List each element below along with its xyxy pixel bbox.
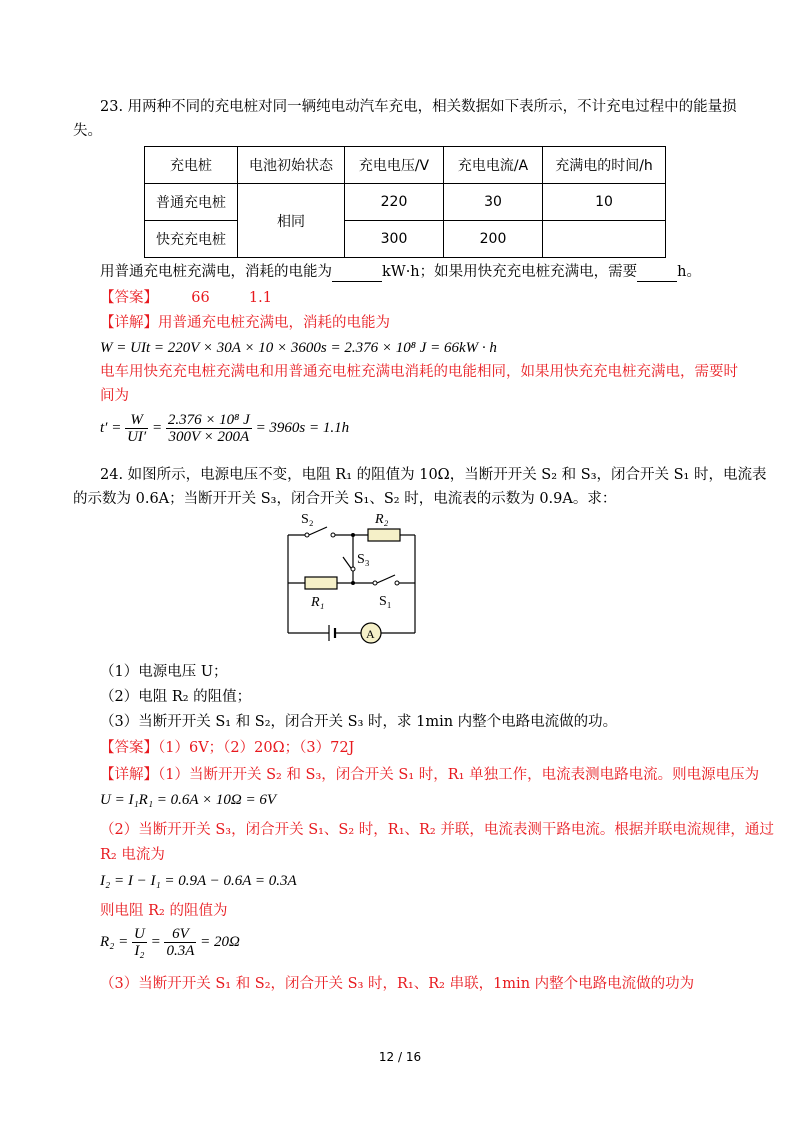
q24-formula-2: I₂ = I − I₁ = 0.9A − 0.6A = 0.3A — [100, 873, 297, 889]
table-cell: 220 — [345, 184, 444, 221]
answer-blank — [637, 265, 677, 282]
page-number: 12 / 16 — [378, 1050, 422, 1064]
q24-detail-1 — [100, 765, 759, 785]
fraction: $\frac{\text{2.376 × 10⁸ J}}{300V \times 200A}$ — [167, 412, 250, 445]
q23-question-unit-b: h。 — [677, 264, 701, 280]
q23-question-text: 用普通充电桩充满电，消耗的电能为 — [100, 264, 332, 280]
q23-detail-1 — [100, 313, 390, 333]
q23-stem-line1: 23. 用两种不同的充电桩对同一辆纯电动汽车充电，相关数据如下表所示，不计充电过程中的能量损 — [100, 99, 737, 115]
table-cell: 快充充电桩 — [145, 221, 238, 258]
q24-detail-4: （3）当断开开关 S₁ 和 S₂，闭合开关 S₃ 时，R₁、R₂ 串联，1min 内整个电路电流做的功为 — [100, 976, 695, 992]
table-header-row — [145, 147, 666, 184]
label-s1: S₁ — [379, 594, 392, 609]
switch-s1-blade — [377, 575, 395, 583]
q24-detail-3: 则电阻 R₂ 的阻值为 — [100, 903, 228, 919]
switch-s2-blade — [309, 527, 327, 535]
answer-value: 66 — [191, 290, 210, 306]
circuit-diagram — [275, 505, 430, 655]
resistor-r1 — [305, 577, 337, 589]
formula-lhs: R₂ = — [100, 933, 129, 950]
answer-label: 【答案】 — [100, 290, 158, 306]
formula-rhs: = 3960s = 1.1h — [255, 419, 350, 436]
q24-sub-1: （1）电源电压 U； — [100, 664, 228, 680]
label-s3: S₃ — [357, 552, 370, 567]
label-s2: S₂ — [301, 512, 314, 527]
q23-question — [100, 262, 701, 282]
charging-table — [144, 146, 666, 258]
label-ammeter: A — [366, 627, 375, 641]
table-row — [145, 184, 666, 221]
q24-formula-3: R₂ = $\frac{U}{\text{I₂}}$ = $\frac{6V}{0.3A}$ = 20Ω — [100, 926, 240, 959]
table-cell: 普通充电桩 — [145, 184, 238, 221]
label-r2: R₂ — [375, 512, 389, 527]
q24-detail-2b: R₂ 电流为 — [100, 847, 165, 863]
table-header-cell: 充满电的时间/h — [543, 147, 666, 184]
q24-stem-line2: 的示数为 0.6A；当断开开关 S₃，闭合开关 S₁、S₂ 时，电流表的示数为 0.9A。求： — [73, 491, 617, 507]
q24-sub-3: （3）当断开开关 S₁ 和 S₂，闭合开关 S₃ 时，求 1min 内整个电路电流做的功。 — [100, 714, 618, 730]
fraction: $\frac{U}{\text{I₂}}$ — [134, 926, 145, 959]
table-cell — [543, 221, 666, 258]
answer-label: 【答案】 — [100, 740, 158, 756]
detail-label: 【详解】 — [100, 767, 158, 783]
q23-question-unit-a: kW·h；如果用快充充电桩充满电，需要 — [382, 264, 638, 280]
q23-stem-line2: 失。 — [73, 123, 102, 139]
q23-formula-2: t′ = $\frac{W}{UI'}$ = $\frac{\text{2.376 × 10⁸ J}}{300V \times 200A}$ = 3960s = 1.1h — [100, 412, 350, 445]
table-cell: 30 — [444, 184, 543, 221]
table-cell: 300 — [345, 221, 444, 258]
q24-sub-2: （2）电阻 R₂ 的阻值； — [100, 689, 252, 705]
fraction: $\frac{6V}{0.3A}$ — [166, 926, 195, 959]
table-cell: 相同 — [238, 184, 345, 258]
q24-detail-2a: （2）当断开开关 S₃，闭合开关 S₁、S₂ 时，R₁、R₂ 并联，电流表测干路电流。根据并联电流规律，通过 — [100, 822, 774, 838]
answer-value: 1.1 — [248, 290, 272, 306]
formula-lhs: t′ = — [100, 419, 122, 436]
resistor-r2 — [368, 529, 400, 541]
detail-text: （1）当断开开关 S₂ 和 S₃，闭合开关 S₁ 时，R₁ 单独工作，电流表测电路电流。则电源电压为 — [158, 767, 760, 783]
table-header-cell: 充电桩 — [145, 147, 238, 184]
table-cell: 10 — [543, 184, 666, 221]
table-cell: 200 — [444, 221, 543, 258]
q23-answer — [100, 288, 272, 308]
q23-formula-1: W = UIt = 220V × 30A × 10 × 3600s = 2.376 × 10⁸ J = 66kW · h — [100, 340, 497, 356]
answer-value: （1）6V；（2）20Ω；（3）72J — [158, 740, 355, 756]
q24-formula-1: U = I₁R₁ = 0.6A × 10Ω = 6V — [100, 792, 277, 808]
fraction: $\frac{W}{UI'}$ — [127, 412, 147, 445]
table-header-cell: 电池初始状态 — [238, 147, 345, 184]
q23-detail-2b: 间为 — [100, 388, 129, 404]
q23-detail-2a: 电车用快充充电桩充满电和用普通充电桩充满电消耗的电能相同，如果用快充充电桩充满电，需要时 — [100, 364, 738, 380]
table-row — [145, 221, 666, 258]
formula-rhs: = 20Ω — [200, 933, 240, 950]
table-header-cell: 充电电流/A — [444, 147, 543, 184]
q24-stem-line1: 24. 如图所示，电源电压不变，电阻 R₁ 的阻值为 10Ω，当断开开关 S₂ 和 S₃，闭合开关 S₁ 时，电流表 — [100, 467, 767, 483]
label-r1: R₁ — [311, 595, 325, 610]
detail-label: 【详解】 — [100, 315, 158, 331]
detail-text: 用普通充电桩充满电，消耗的电能为 — [158, 315, 390, 331]
table-header-cell: 充电电压/V — [345, 147, 444, 184]
q24-answer — [100, 738, 354, 758]
answer-blank — [332, 265, 382, 282]
